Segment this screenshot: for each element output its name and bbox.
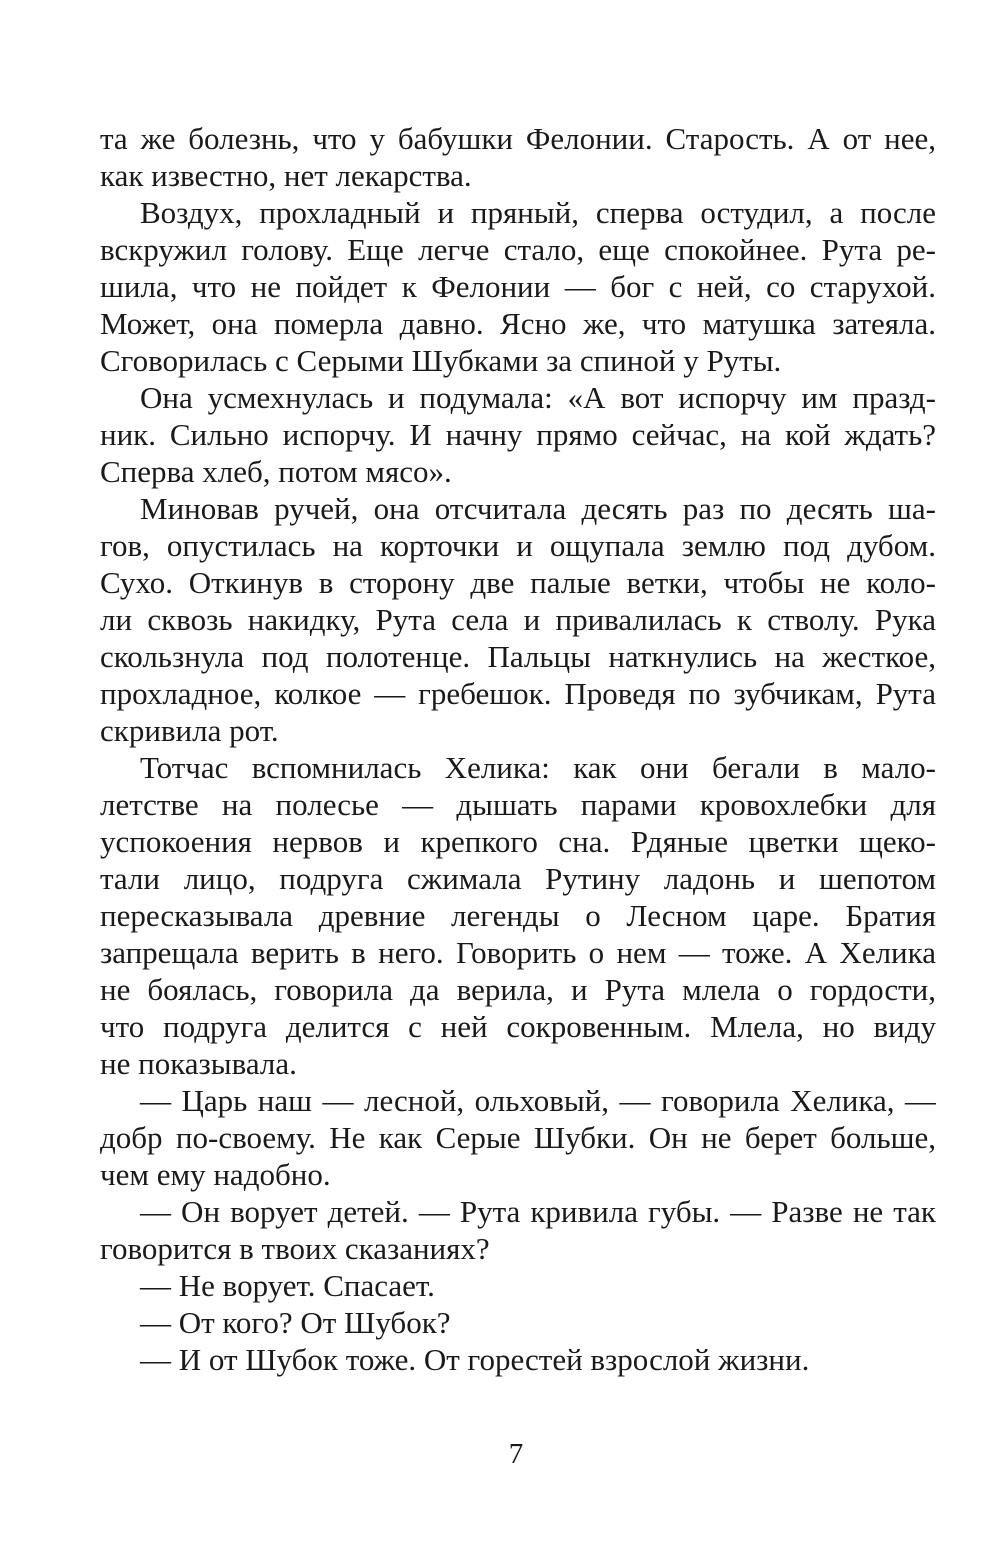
paragraph: [100, 1304, 936, 1341]
text-line: — Не ворует. Спасает.: [140, 1268, 435, 1303]
text-line: Миновав ручей, она отсчитала десять раз по десять ша-: [140, 491, 936, 526]
text-line: ли сквозь накидку, Рута села и привалилась к стволу. Рука: [100, 602, 936, 637]
text-line: — И от Шубок тоже. От горестей взрослой жизни.: [140, 1342, 810, 1377]
text-line: ник. Сильно испорчу. И начну прямо сейчас, на кой ждать?: [100, 417, 936, 452]
text-line: говорится в твоих сказаниях?: [100, 1231, 490, 1266]
text-line: Может, она померла давно. Ясно же, что матушка затеяла.: [100, 306, 936, 341]
text-line: чем ему надобно.: [100, 1157, 331, 1192]
paragraph: [100, 194, 936, 379]
text-line: добр по-своему. Не как Серые Шубки. Он не берет больше,: [100, 1120, 936, 1155]
text-line: — Царь наш — лесной, ольховый, — говорила Хелика, —: [140, 1083, 936, 1118]
text-line: Сговорилась с Серыми Шубками за спиной у Руты.: [100, 343, 782, 378]
text-line: не боялась, говорила да верила, и Рута млела о гордости,: [100, 972, 936, 1007]
text-line: летстве на полесье — дышать парами кровохлебки для: [100, 787, 936, 822]
paragraph: [100, 749, 936, 1082]
text-line: Сухо. Откинув в сторону две палые ветки, чтобы не коло-: [100, 565, 936, 600]
paragraph: [100, 1193, 936, 1267]
page-number: 7: [508, 1438, 524, 1470]
text-line: — Он ворует детей. — Рута кривила губы. — Разве не так: [140, 1194, 936, 1229]
text-line: шила, что не пойдет к Фелонии — бог с ней, со старухой.: [100, 269, 936, 304]
paragraph: [100, 379, 936, 490]
text-line: вскружил голову. Еще легче стало, еще спокойнее. Рута ре-: [100, 232, 936, 267]
text-line: Сперва хлеб, потом мясо».: [100, 454, 452, 489]
paragraph: [100, 1267, 936, 1304]
text-line: скривила рот.: [100, 713, 279, 748]
body-text: [100, 120, 936, 1378]
text-line: Тотчас вспомнилась Хелика: как они бегали в мало-: [140, 750, 936, 785]
text-line: — От кого? От Шубок?: [140, 1305, 451, 1340]
text-line: Она усмехнулась и подумала: «А вот испорчу им празд-: [140, 380, 936, 415]
text-line: гов, опустилась на корточки и ощупала землю под дубом.: [100, 528, 936, 563]
text-line: пересказывала древние легенды о Лесном царе. Братия: [100, 898, 936, 933]
text-line: скользнула под полотенце. Пальцы наткнулись на жесткое,: [100, 639, 936, 674]
text-line: Воздух, прохладный и пряный, сперва остудил, а после: [140, 195, 936, 230]
text-line: та же болезнь, что у бабушки Фелонии. Старость. А от нее,: [100, 121, 936, 156]
text-line: успокоения нервов и крепкого сна. Рдяные цветки щеко-: [100, 824, 936, 859]
text-line: как известно, нет лекарства.: [100, 158, 472, 193]
text-line: не показывала.: [100, 1046, 297, 1081]
text-line: тали лицо, подруга сжимала Рутину ладонь и шепотом: [100, 861, 936, 896]
paragraph: [100, 1082, 936, 1193]
text-line: запрещала верить в него. Говорить о нем — тоже. А Хелика: [100, 935, 936, 970]
paragraph: [100, 120, 936, 194]
text-line: прохладное, колкое — гребешок. Проведя по зубчикам, Рута: [100, 676, 936, 711]
paragraph: [100, 490, 936, 749]
paragraph: [100, 1341, 936, 1378]
text-line: что подруга делится с ней сокровенным. Млела, но виду: [100, 1009, 936, 1044]
